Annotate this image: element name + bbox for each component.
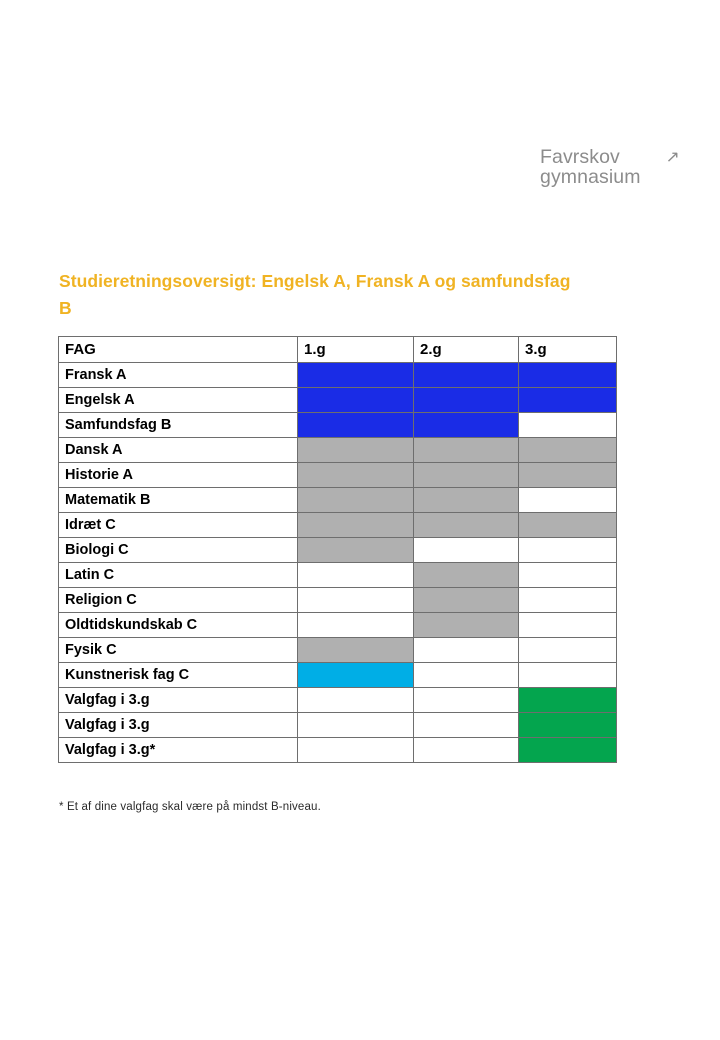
table-row: [59, 663, 617, 688]
table-row: [59, 713, 617, 738]
subject-label: Valgfag i 3.g: [59, 713, 298, 738]
cell-year1-empty: [298, 613, 414, 638]
subject-label: Fysik C: [59, 638, 298, 663]
subject-label: Idræt C: [59, 513, 298, 538]
cell-year3-filled: [519, 688, 617, 713]
cell-year3-filled: [519, 438, 617, 463]
cell-year3-filled: [519, 513, 617, 538]
table-row: [59, 638, 617, 663]
subject-label: Religion C: [59, 588, 298, 613]
table-row: [59, 438, 617, 463]
cell-year3-empty: [519, 563, 617, 588]
subject-label: Samfundsfag B: [59, 413, 298, 438]
cell-year2-filled: [414, 363, 519, 388]
subject-label: Historie A: [59, 463, 298, 488]
cell-year1-filled: [298, 638, 414, 663]
column-header-year2: 2.g: [414, 337, 519, 363]
subject-label: Matematik B: [59, 488, 298, 513]
subject-label: Biologi C: [59, 538, 298, 563]
table-row: [59, 488, 617, 513]
subject-label: Oldtidskundskab C: [59, 613, 298, 638]
cell-year3-empty: [519, 413, 617, 438]
table-row: [59, 463, 617, 488]
cell-year1-empty: [298, 688, 414, 713]
cell-year3-filled: [519, 713, 617, 738]
cell-year2-empty: [414, 713, 519, 738]
table-row: [59, 363, 617, 388]
cell-year1-empty: [298, 713, 414, 738]
cell-year1-filled: [298, 438, 414, 463]
cell-year3-filled: [519, 738, 617, 763]
cell-year3-empty: [519, 588, 617, 613]
cell-year1-filled: [298, 538, 414, 563]
cell-year1-empty: [298, 588, 414, 613]
table-body: [59, 337, 617, 763]
subject-label: Valgfag i 3.g*: [59, 738, 298, 763]
cell-year2-filled: [414, 513, 519, 538]
cell-year2-empty: [414, 688, 519, 713]
cell-year3-filled: [519, 463, 617, 488]
table-row: [59, 563, 617, 588]
table-row: [59, 538, 617, 563]
cell-year1-filled: [298, 413, 414, 438]
logo-text-gymnasium: gymnasium: [540, 165, 641, 188]
cell-year2-filled: [414, 563, 519, 588]
cell-year1-filled: [298, 388, 414, 413]
subject-label: Latin C: [59, 563, 298, 588]
subject-label: Valgfag i 3.g: [59, 688, 298, 713]
cell-year2-filled: [414, 388, 519, 413]
cell-year1-empty: [298, 563, 414, 588]
cell-year3-empty: [519, 663, 617, 688]
cell-year3-empty: [519, 613, 617, 638]
cell-year1-empty: [298, 738, 414, 763]
cell-year2-empty: [414, 663, 519, 688]
logo-line-primary: [540, 148, 680, 168]
column-header-year3: 3.g: [519, 337, 617, 363]
cell-year1-filled: [298, 488, 414, 513]
column-header-year1: 1.g: [298, 337, 414, 363]
cell-year1-filled: [298, 663, 414, 688]
subject-label: Engelsk A: [59, 388, 298, 413]
page-title: Studieretningsoversigt: Engelsk A, Fransk A og samfundsfag B: [59, 271, 571, 319]
cell-year2-filled: [414, 613, 519, 638]
cell-year2-empty: [414, 538, 519, 563]
subject-label: Fransk A: [59, 363, 298, 388]
cell-year2-filled: [414, 488, 519, 513]
cell-year2-filled: [414, 463, 519, 488]
cell-year1-filled: [298, 363, 414, 388]
cell-year2-filled: [414, 413, 519, 438]
arrow-up-right-icon: ↗: [666, 149, 681, 166]
table-row: [59, 513, 617, 538]
cell-year1-filled: [298, 463, 414, 488]
table-row: [59, 613, 617, 638]
column-header-subject: FAG: [59, 337, 298, 363]
table-row: [59, 738, 617, 763]
cell-year2-empty: [414, 738, 519, 763]
studieretning-table-wrap: [58, 336, 616, 763]
table-row: [59, 588, 617, 613]
cell-year3-filled: [519, 363, 617, 388]
cell-year2-filled: [414, 588, 519, 613]
subject-label: Dansk A: [59, 438, 298, 463]
table-row: [59, 413, 617, 438]
cell-year3-filled: [519, 388, 617, 413]
footnote-text: * Et af dine valgfag skal være på mindst B-niveau.: [59, 801, 321, 813]
table-row: [59, 688, 617, 713]
table-row: [59, 388, 617, 413]
table-header-row: [59, 337, 617, 363]
cell-year2-filled: [414, 438, 519, 463]
cell-year1-filled: [298, 513, 414, 538]
cell-year3-empty: [519, 488, 617, 513]
cell-year3-empty: [519, 638, 617, 663]
studieretning-table: [58, 336, 617, 763]
logo-text-favrskov: Favrskov: [540, 146, 620, 168]
subject-label: Kunstnerisk fag C: [59, 663, 298, 688]
cell-year3-empty: [519, 538, 617, 563]
cell-year2-empty: [414, 638, 519, 663]
favrskov-gymnasium-logo: [540, 148, 680, 188]
